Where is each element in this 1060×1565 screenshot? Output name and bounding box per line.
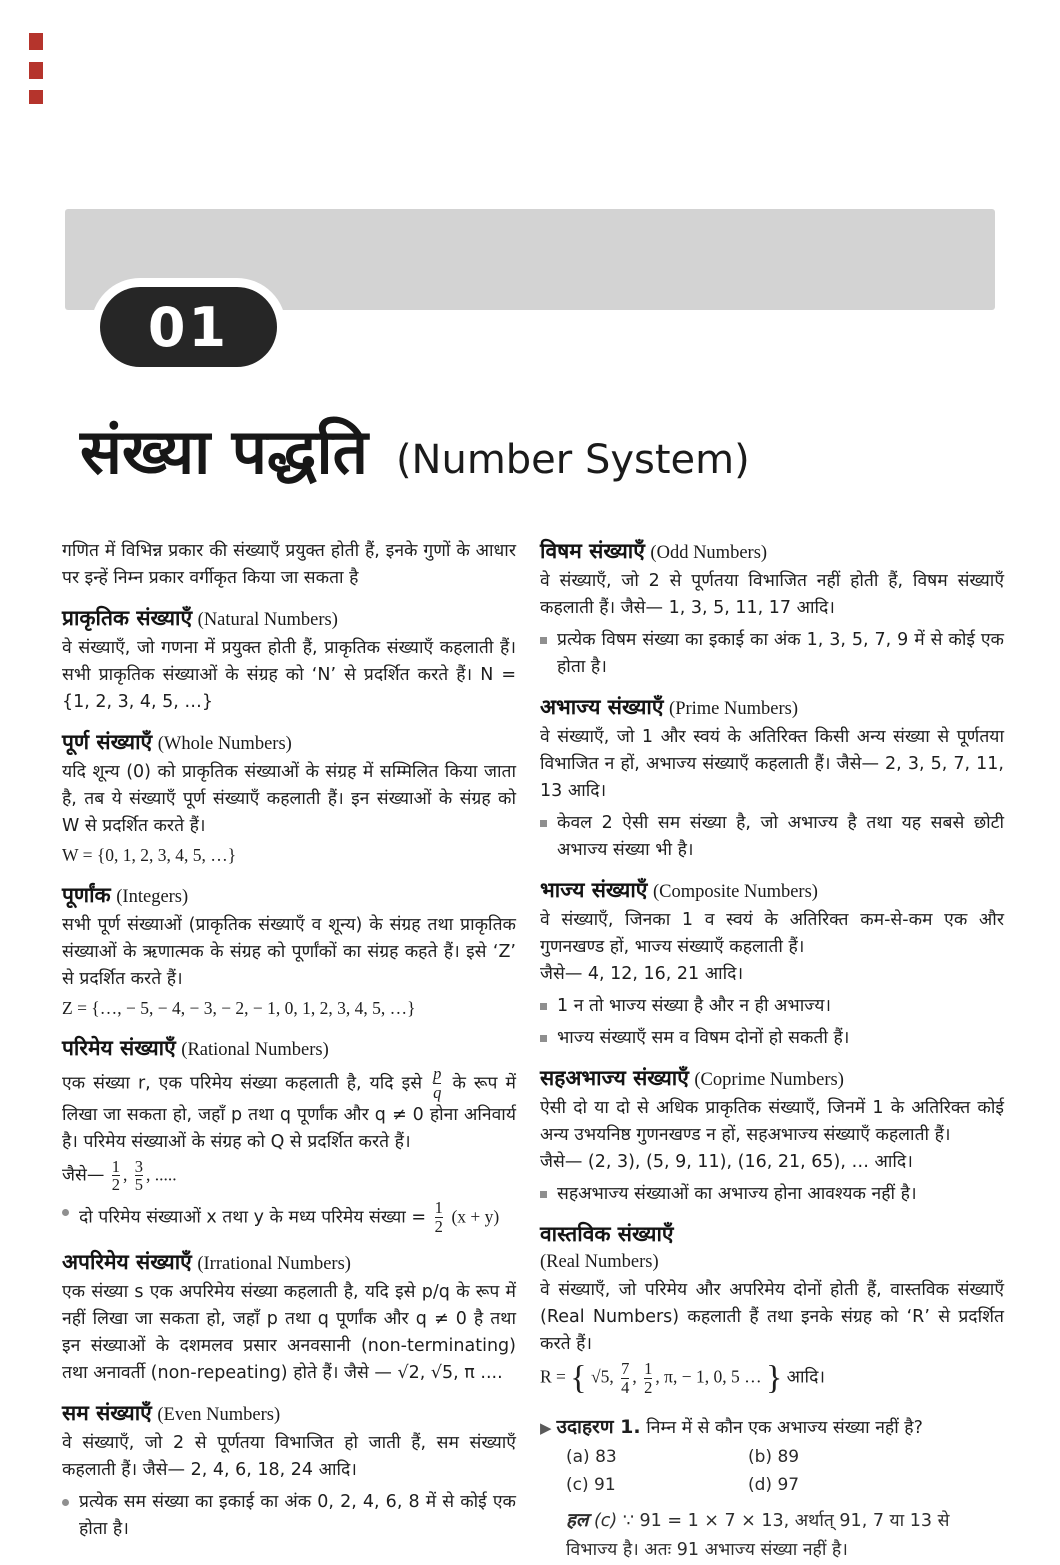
heading-english: (Natural Numbers) <box>197 610 338 630</box>
heading-hindi: वास्तविक संख्याएँ <box>540 1222 674 1246</box>
close-brace: } <box>765 1359 783 1397</box>
even-numbers-bullet: प्रत्येक सम संख्या का इकाई का अंक 0, 2, 4, 6, 8 में से कोई एक होता है। <box>62 1489 516 1543</box>
chapter-title <box>80 408 750 492</box>
heading-english: (Whole Numbers) <box>157 734 292 754</box>
heading-english: (Integers) <box>116 887 189 907</box>
heading-hindi: विषम संख्याएँ <box>540 539 645 563</box>
heading-hindi: भाज्य संख्याएँ <box>540 878 648 902</box>
chapter-number: 01 <box>147 295 230 359</box>
odd-numbers-bullet: प्रत्येक विषम संख्या का इकाई का अंक 1, 3, 5, 7, 9 में से कोई एक होता है। <box>540 627 1004 681</box>
real-numbers-set-formula: R = { √5, $\frac{7}{4}$ , $\frac{1}{2}$ , π, − 1, 0, 5 … } आदि। <box>540 1359 825 1397</box>
example-options <box>566 1444 1004 1499</box>
red-edge-mark <box>29 62 43 79</box>
section-heading-even-numbers <box>62 1400 516 1428</box>
heading-english: (Composite Numbers) <box>653 882 818 902</box>
fraction-1-2: $\frac{1}{2}$ <box>111 1156 120 1195</box>
fraction-1-2: $\frac{1}{2}$ <box>434 1198 443 1237</box>
coprime-example-line: जैसे— (2, 3), (5, 9, 11), (16, 21, 65), … आदि। <box>540 1152 913 1172</box>
heading-english: (Real Numbers) <box>540 1252 659 1272</box>
bullet-dot-icon <box>62 1499 69 1506</box>
bullet-square-icon <box>540 1191 547 1198</box>
open-brace: { <box>570 1359 587 1397</box>
bullet-square-icon <box>540 1035 547 1042</box>
example-question: निम्न में से कौन एक अभाज्य संख्या नहीं है? <box>646 1417 923 1438</box>
red-edge-mark <box>29 33 43 50</box>
chapter-title-english: (Number System) <box>395 437 750 483</box>
heading-english: (Even Numbers) <box>157 1404 281 1425</box>
bullet-dot-icon <box>62 1209 69 1216</box>
option-a: (a) 83 <box>566 1446 617 1467</box>
heading-hindi: परिमेय संख्याएँ <box>62 1036 176 1060</box>
section-heading-composite-numbers <box>540 877 1004 905</box>
section-heading-whole-numbers <box>62 729 516 757</box>
heading-hindi: पूर्ण संख्याएँ <box>62 730 153 754</box>
intro-paragraph: गणित में विभिन्न प्रकार की संख्याएँ प्रयुक्त होती हैं, इनके गुणों के आधार पर इन्हें निम्न प्रकार वर्गीकृत किया जा सकता है <box>62 541 516 588</box>
chapter-number-badge <box>100 287 277 367</box>
example-question-line <box>540 1413 1004 1442</box>
heading-hindi: प्राकृतिक संख्याएँ <box>62 606 193 630</box>
coprime-numbers-body: ऐसी दो या दो से अधिक प्राकृतिक संख्याएँ, जिनमें 1 के अतिरिक्त कोई अन्य उभयनिष्ठ गुणनखण्ड न हों, सहअभाज्य संख्याएँ कहलाती हैं। <box>540 1098 1004 1145</box>
example-solution <box>566 1506 1004 1565</box>
option-c: (c) 91 <box>566 1474 616 1495</box>
section-heading-irrational-numbers <box>62 1249 516 1277</box>
heading-english: (Odd Numbers) <box>650 543 768 563</box>
prime-numbers-bullet: केवल 2 ऐसी सम संख्या है, जो अभाज्य है तथा यह सबसे छोटी अभाज्य संख्या भी है। <box>540 810 1004 864</box>
heading-hindi: सम संख्याएँ <box>62 1400 152 1425</box>
rational-bullet: दो परिमेय संख्याओं x तथा y के मध्य परिमेय संख्या = $\frac{1}{2}$ (x + y) <box>62 1199 516 1236</box>
composite-numbers-body: वे संख्याएँ, जिनका 1 व स्वयं के अतिरिक्त कम-से-कम एक और गुणनखण्ड हों, भाज्य संख्याएँ कहलाती हैं। <box>540 910 1004 957</box>
section-heading-coprime-numbers <box>540 1065 1004 1093</box>
example-label: उदाहरण 1. <box>556 1415 641 1438</box>
fraction-3-5: $\frac{3}{5}$ <box>134 1156 143 1195</box>
section-heading-natural-numbers <box>62 605 516 633</box>
left-column <box>62 538 516 1543</box>
option-b: (b) 89 <box>748 1446 800 1467</box>
odd-numbers-body: वे संख्याएँ, जो 2 से पूर्णतया विभाजित नहीं होती हैं, विषम संख्याएँ कहलाती हैं। जैसे— 1, 3, 5, 11, 17 आदि। <box>540 571 1004 618</box>
bullet-square-icon <box>540 1003 547 1010</box>
section-heading-integers <box>62 882 516 910</box>
solution-label: हल <box>566 1509 589 1531</box>
solution-text: ∵ 91 = 1 × 7 × 13, अर्थात् 91, 7 या 13 से विभाज्य है। अतः 91 अभाज्य संख्या नहीं है। <box>566 1510 950 1560</box>
natural-numbers-body: वे संख्याएँ, जो गणना में प्रयुक्त होती हैं, प्राकृतिक संख्याएँ कहलाती हैं। सभी प्राकृतिक संख्याओं के संग्रह को ‘N’ से प्रदर्शित करते हैं। N = {1, 2, 3, 4, 5, …} <box>62 638 516 712</box>
rational-numbers-body: एक संख्या r, एक परिमेय संख्या कहलाती है, यदि इसे $\frac{p}{q}$ के रूप में लिखा जा सकता हो, जहाँ p तथा q पूर्णांक और q ≠ 0 होना अनिवार्य है। परिमेय संख्याओं के संग्रह को Q से प्रदर्शित करते हैं। <box>62 1064 516 1152</box>
heading-hindi: सहअभाज्य संख्याएँ <box>540 1066 689 1090</box>
solution-option: (c) <box>593 1510 618 1531</box>
heading-english: (Prime Numbers) <box>669 699 799 719</box>
heading-english: (Irrational Numbers) <box>197 1253 351 1274</box>
integers-set-formula: Z = {…, − 5, − 4, − 3, − 2, − 1, 0, 1, 2, 3, 4, 5, …} <box>62 998 416 1018</box>
heading-hindi: पूर्णांक <box>62 883 111 907</box>
heading-hindi: अपरिमेय संख्याएँ <box>62 1249 192 1274</box>
section-heading-prime-numbers <box>540 694 1004 722</box>
example-triangle-icon: ▶ <box>540 1418 552 1437</box>
rational-example-line: जैसे— $\frac{1}{2}$ , $\frac{3}{5}$ , ..... <box>62 1156 177 1195</box>
red-edge-mark <box>29 90 43 104</box>
prime-numbers-body: वे संख्याएँ, जो 1 और स्वयं के अतिरिक्त किसी अन्य संख्या से पूर्णतया विभाजित न हों, अभाज्य संख्याएँ कहलाती हैं। जैसे— 2, 3, 5, 7, 11, 13 आदि। <box>540 727 1004 801</box>
section-heading-rational-numbers <box>62 1035 516 1063</box>
section-heading-real-numbers <box>540 1221 1004 1275</box>
chapter-title-hindi: संख्या पद्धति <box>80 415 368 488</box>
whole-numbers-body: यदि शून्य (0) को प्राकृतिक संख्याओं के संग्रह में सम्मिलित किया जाता है, तब ये संख्याएँ पूर्ण संख्याएँ कहलाती हैं। इन संख्याओं के संग्रह को W से प्रदर्शित करते हैं। <box>62 762 516 836</box>
heading-hindi: अभाज्य संख्याएँ <box>540 695 664 719</box>
coprime-bullet: सहअभाज्य संख्याओं का अभाज्य होना आवश्यक नहीं है। <box>540 1181 1004 1208</box>
fraction-1-2: $\frac{1}{2}$ <box>644 1359 653 1397</box>
heading-english: (Coprime Numbers) <box>694 1070 844 1090</box>
real-numbers-body: वे संख्याएँ, जो परिमेय और अपरिमेय दोनों होती हैं, वास्तविक संख्याएँ (Real Numbers) कहलाती हैं तथा इनके संग्रह को ‘R’ से प्रदर्शित करते हैं। <box>540 1280 1004 1354</box>
fraction-p-q: $\frac{p}{q}$ <box>433 1064 442 1102</box>
composite-bullet-1: 1 न तो भाज्य संख्या है और न ही अभाज्य। <box>540 993 1004 1020</box>
option-d: (d) 97 <box>748 1474 800 1495</box>
heading-english: (Rational Numbers) <box>181 1040 329 1060</box>
bullet-square-icon <box>540 637 547 644</box>
irrational-numbers-body: एक संख्या s एक अपरिमेय संख्या कहलाती है, यदि इसे p/q के रूप में नहीं लिखा जा सकता हो, जहाँ p तथा q पूर्णांक और q ≠ 0 है तथा इन संख्याओं के दशमलव प्रसार अनवसानी (non-terminating) तथा अनावर्ती (non-repeating) होते हैं। जैसे — √2, √5, π .... <box>62 1281 516 1383</box>
composite-example-line: जैसे— 4, 12, 16, 21 आदि। <box>540 964 744 984</box>
fraction-7-4: $\frac{7}{4}$ <box>621 1359 630 1397</box>
example-block <box>540 1413 1004 1565</box>
section-heading-odd-numbers <box>540 538 1004 566</box>
integers-body: सभी पूर्ण संख्याओं (प्राकृतिक संख्याएँ व शून्य) के संग्रह तथा प्राकृतिक संख्याओं के ऋणात्मक के संग्रह को पूर्णांकों का संग्रह कहते हैं। इसे ‘Z’ से प्रदर्शित करते हैं। <box>62 915 516 989</box>
bullet-square-icon <box>540 820 547 827</box>
composite-bullet-2: भाज्य संख्याएँ सम व विषम दोनों हो सकती हैं। <box>540 1025 1004 1052</box>
whole-numbers-set-formula: W = {0, 1, 2, 3, 4, 5, …} <box>62 845 237 865</box>
right-column <box>540 538 1004 1565</box>
even-numbers-body: वे संख्याएँ, जो 2 से पूर्णतया विभाजित हो जाती हैं, सम संख्याएँ कहलाती हैं। जैसे— 2, 4, 6, 18, 24 आदि। <box>62 1432 516 1480</box>
